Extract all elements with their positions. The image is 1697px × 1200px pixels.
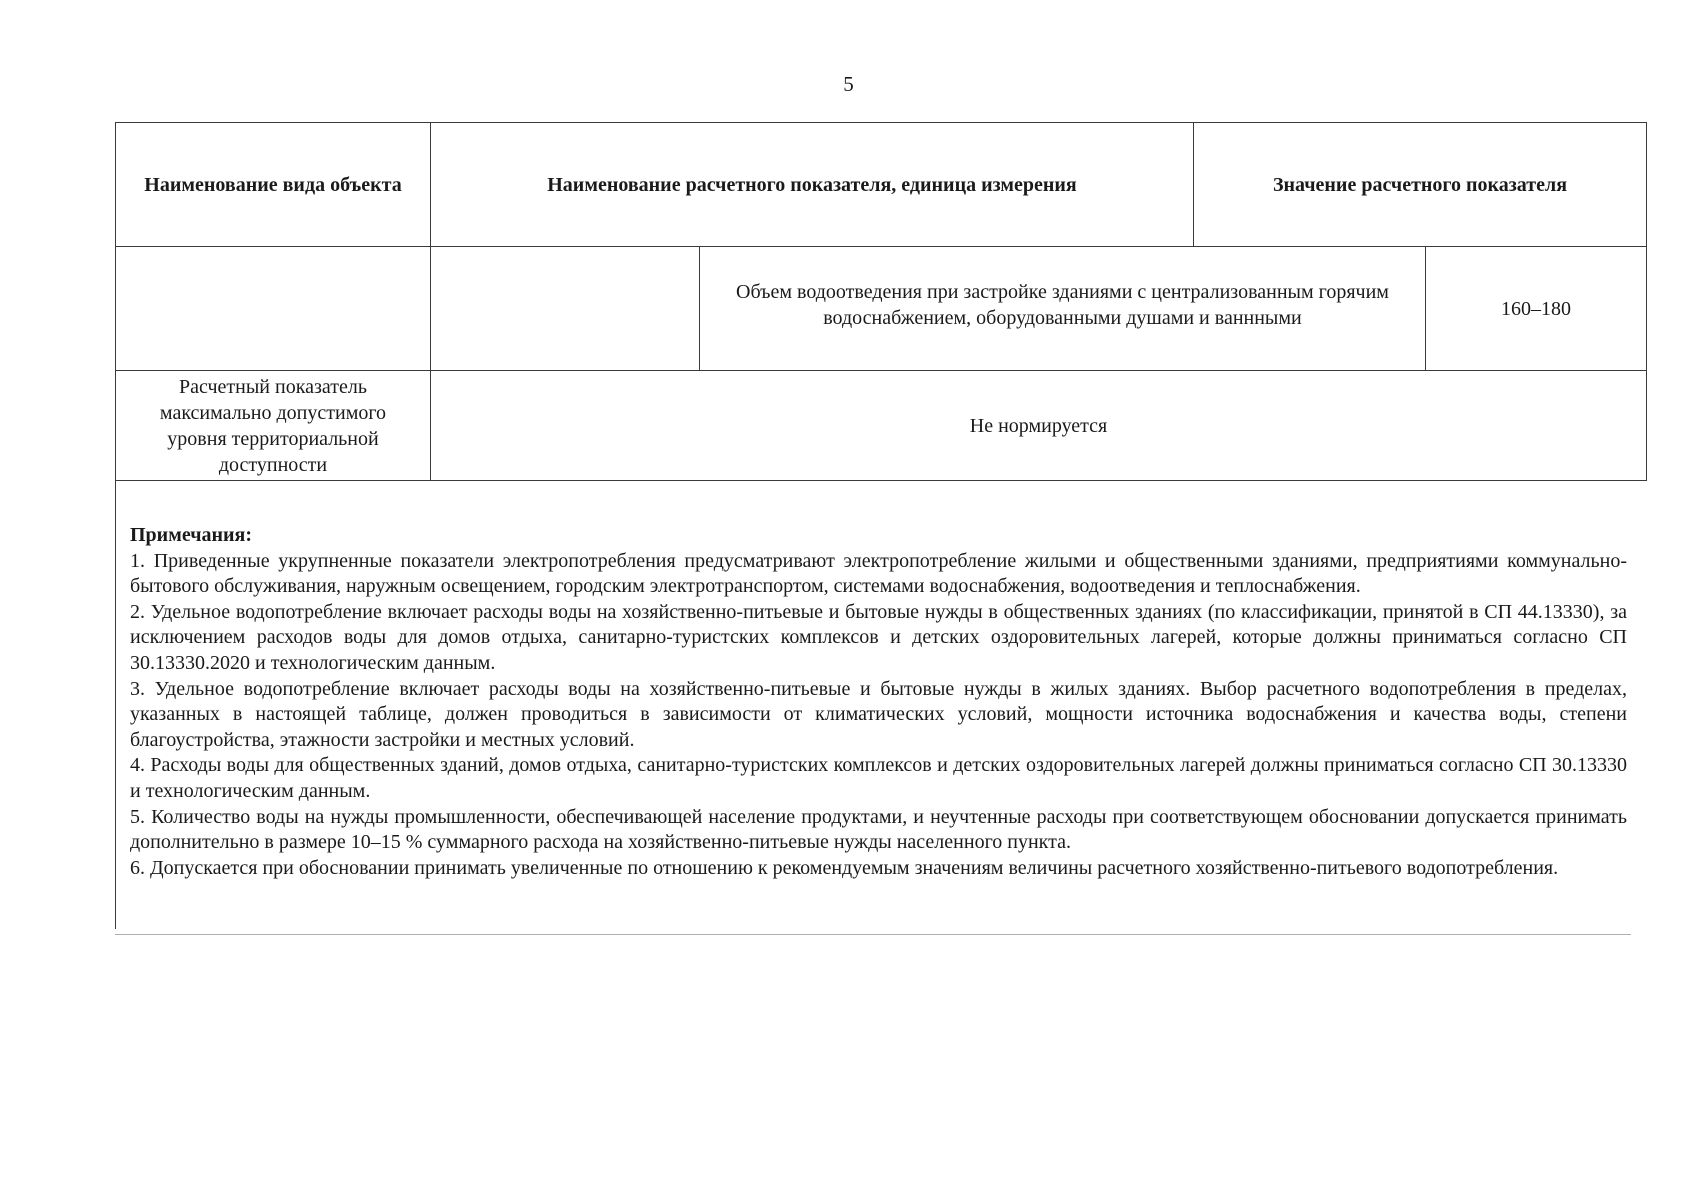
notes-bottom-rule — [115, 934, 1631, 935]
row1-sub-col — [431, 247, 699, 370]
notes-section — [130, 523, 1627, 881]
table-border-bottom — [115, 480, 1647, 481]
header-indicator-value: Значение расчетного показателя — [1272, 173, 1568, 196]
row1-object-type — [116, 247, 430, 370]
row2-merged-value: Не нормируется — [969, 414, 1108, 437]
header-indicator-name: Наименование расчетного показателя, единица измерения — [547, 173, 1077, 196]
note-6: 6. Допускается при обосновании принимать увеличенные по отношению к рекомендуемым значениям величины расчетного хозяйственно-питьевого водопотребления. — [130, 856, 1559, 879]
table-border-right — [1646, 122, 1647, 480]
notes-title: Примечания: — [130, 524, 253, 546]
header-object-type: Наименование вида объекта — [144, 173, 402, 196]
note-5: 5. Количество воды на нужды промышленности, обеспечивающей население продуктами, и неучтенные расходы при соответствующем обосновании допускается принимать дополнительно в размере 10–15 % суммарного расхода на хозяйственно-питьевые нужды населенного пункта. — [130, 805, 1627, 854]
row2-object-type: Расчетный показатель максимально допустимого уровня территориальной доступности — [159, 375, 387, 476]
note-4: 4. Расходы воды для общественных зданий, домов отдыха, санитарно-туристских комплексов и детских оздоровительных лагерей должны приниматься согласно СП 30.13330 и технологическим данным. — [130, 754, 1627, 802]
row1-indicator-name: Объем водоотведения при застройке зданиями с централизованным горячим водоснабжением, оборудованными душами и ваннными — [736, 280, 1389, 329]
row1-indicator-value: 160–180 — [1501, 297, 1571, 320]
table-col-divider-2 — [699, 246, 700, 370]
note-2: 2. Удельное водопотребление включает расходы воды на хозяйственно-питьевые и бытовые нужды в общественных зданиях (по классификации, принятой в СП 44.13330), за исключением расходов воды для домов отдыха, санитарно-туристских комплексов и детских оздоровительных лагерей, которые должны приниматься согласно СП 30.13330.2020 и технологическим данным. — [130, 600, 1627, 674]
page-number: 5 — [843, 72, 854, 96]
note-3: 3. Удельное водопотребление включает расходы воды на хозяйственно-питьевые и бытовые нужды в жилых зданиях. Выбор расчетного водопотребления в пределах, указанных в настоящей таблице, должен проводиться в зависимости от климатических условий, мощности источника водоснабжения и качества воды, степени благоустройства, этажности застройки и местных условий. — [130, 677, 1627, 751]
note-1: 1. Приведенные укрупненные показатели электропотребления предусматривают электропотребление жилыми и общественными зданиями, предприятиями коммунально-бытового обслуживания, наружным освещением, городским электротранспортом, системами водоснабжения, водоотведения и теплоснабжения. — [130, 549, 1627, 598]
